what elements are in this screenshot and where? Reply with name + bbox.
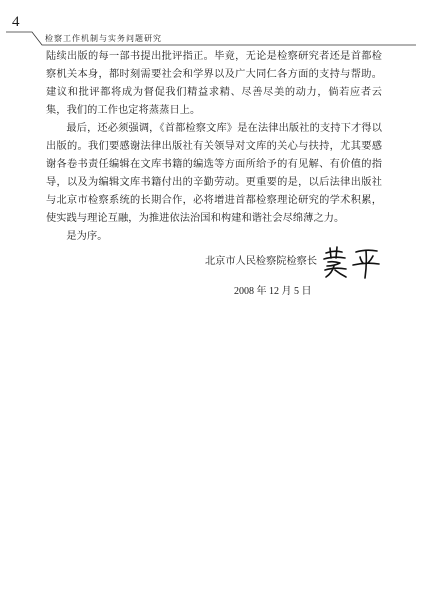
page-number: 4: [12, 14, 20, 30]
signatory-title: 北京市人民检察院检察长: [205, 256, 318, 267]
body-text: [46, 48, 382, 246]
paragraph-closing: 是为序。: [66, 231, 108, 242]
paragraph-continuation: 陆续出版的每一部书提出批评指正。毕竟，无论是检察研究者还是首都检察机关本身，都时刻需要社会和学界以及广大同仁各方面的支持与帮助。建议和批评都将成为督促我们精益求精、尽善尽美的动力，倘若应者云集，我们的工作也定将蒸蒸日上。: [46, 51, 382, 116]
handwritten-signature: [320, 244, 382, 280]
running-title: 检察工作机制与实务问题研究: [45, 34, 162, 43]
signing-date: 2008 年 12 月 5 日: [234, 286, 312, 297]
signature-block: [205, 244, 385, 284]
paragraph-acknowledgement: 最后，还必须强调，《首都检察文库》是在法律出版社的支持下才得以出版的。我们要感谢法律出版社有关领导对文库的关心与扶持，尤其要感谢各卷书责任编辑在文库书籍的编选等方面所给予的有见解、有价值的指导，以及为编辑文库书籍付出的辛勤劳动。更重要的是，以后法律出版社与北京市检察系统的长期合作，必将增进首都检察理论研究的学术积累，使实践与理论互融，为推进依法治国和构建和谐社会尽绵薄之力。: [46, 123, 382, 224]
